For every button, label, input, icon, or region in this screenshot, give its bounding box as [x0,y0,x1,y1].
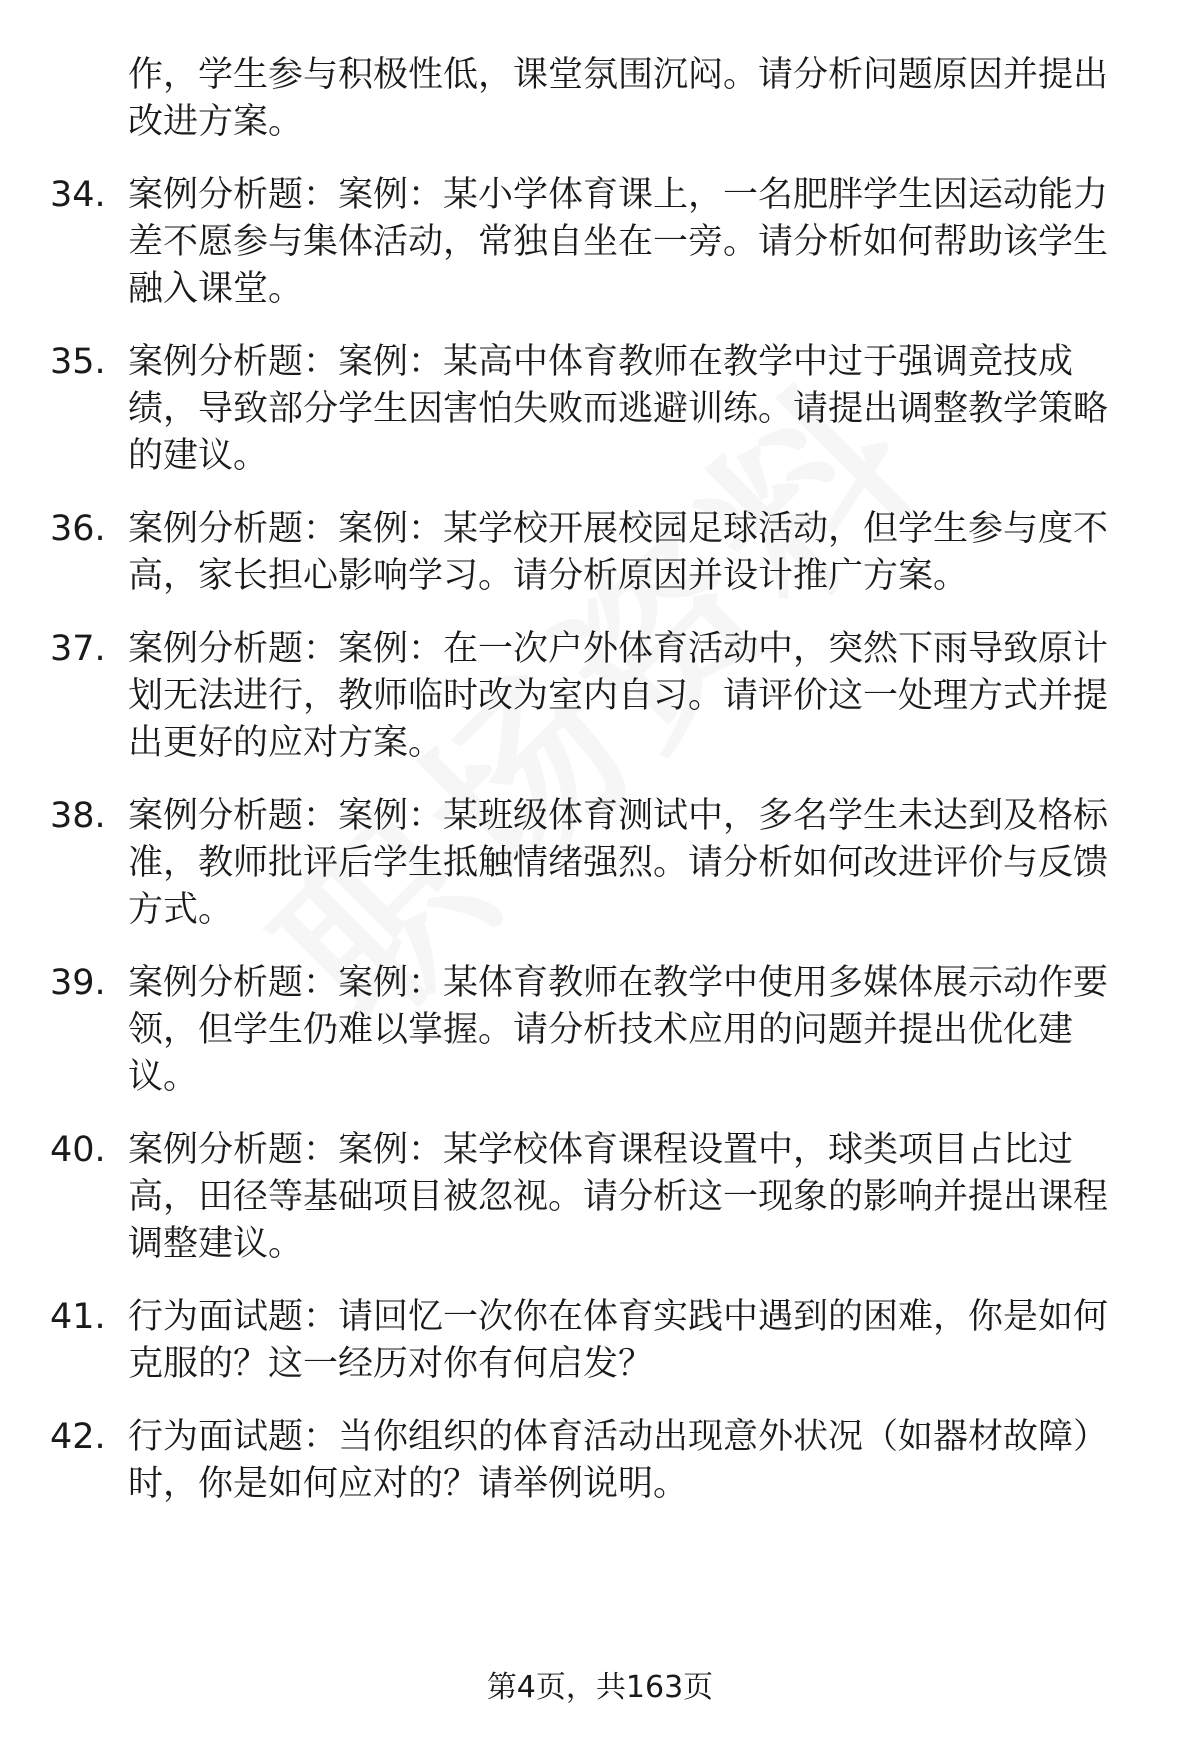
question-text: 案例分析题：案例：某学校体育课程设置中，球类项目占比过高，田径等基础项目被忽视。请分析这一现象的影响并提出课程调整建议。 [128,1130,1109,1264]
question-number: 37. [50,629,106,669]
question-item [50,1294,1140,1388]
question-number: 41. [50,1297,106,1337]
question-number: 40. [50,1130,106,1170]
question-number: 42. [50,1417,106,1457]
question-item [50,1127,1140,1268]
question-item [50,960,1140,1101]
question-item [50,1414,1140,1508]
question-number: 34. [50,175,106,215]
question-number: 38. [50,796,106,836]
question-item [50,793,1140,934]
question-text: 案例分析题：案例：某体育教师在教学中使用多媒体展示动作要领，但学生仍难以掌握。请分析技术应用的问题并提出优化建议。 [128,963,1109,1097]
question-item [50,506,1140,600]
question-text: 案例分析题：案例：某学校开展校园足球活动，但学生参与度不高，家长担心影响学习。请分析原因并设计推广方案。 [128,509,1109,596]
question-number: 36. [50,509,106,549]
question-text: 案例分析题：案例：某高中体育教师在教学中过于强调竞技成绩，导致部分学生因害怕失败而逃避训练。请提出调整教学策略的建议。 [128,342,1109,476]
question-text: 案例分析题：案例：某小学体育课上，一名肥胖学生因运动能力差不愿参与集体活动，常独自坐在一旁。请分析如何帮助该学生融入课堂。 [128,175,1109,309]
question-text: 案例分析题：案例：在一次户外体育活动中，突然下雨导致原计划无法进行，教师临时改为室内自习。请评价这一处理方式并提出更好的应对方案。 [128,629,1109,763]
question-number: 35. [50,342,106,382]
question-text: 行为面试题：当你组织的体育活动出现意外状况（如器材故障）时，你是如何应对的？请举例说明。 [128,1417,1109,1504]
question-item [50,626,1140,767]
question-text: 行为面试题：请回忆一次你在体育实践中遇到的困难，你是如何克服的？这一经历对你有何启发？ [128,1297,1109,1384]
question-item [50,172,1140,313]
question-list [50,52,1140,1534]
question-number: 39. [50,963,106,1003]
page-footer: 第4页，共163页 [486,1670,714,1705]
question-item [50,339,1140,480]
continuation-text: 作，学生参与积极性低，课堂氛围沉闷。请分析问题原因并提出改进方案。 [128,55,1109,142]
question-text: 案例分析题：案例：某班级体育测试中，多名学生未达到及格标准，教师批评后学生抵触情绪强烈。请分析如何改进评价与反馈方式。 [128,796,1109,930]
